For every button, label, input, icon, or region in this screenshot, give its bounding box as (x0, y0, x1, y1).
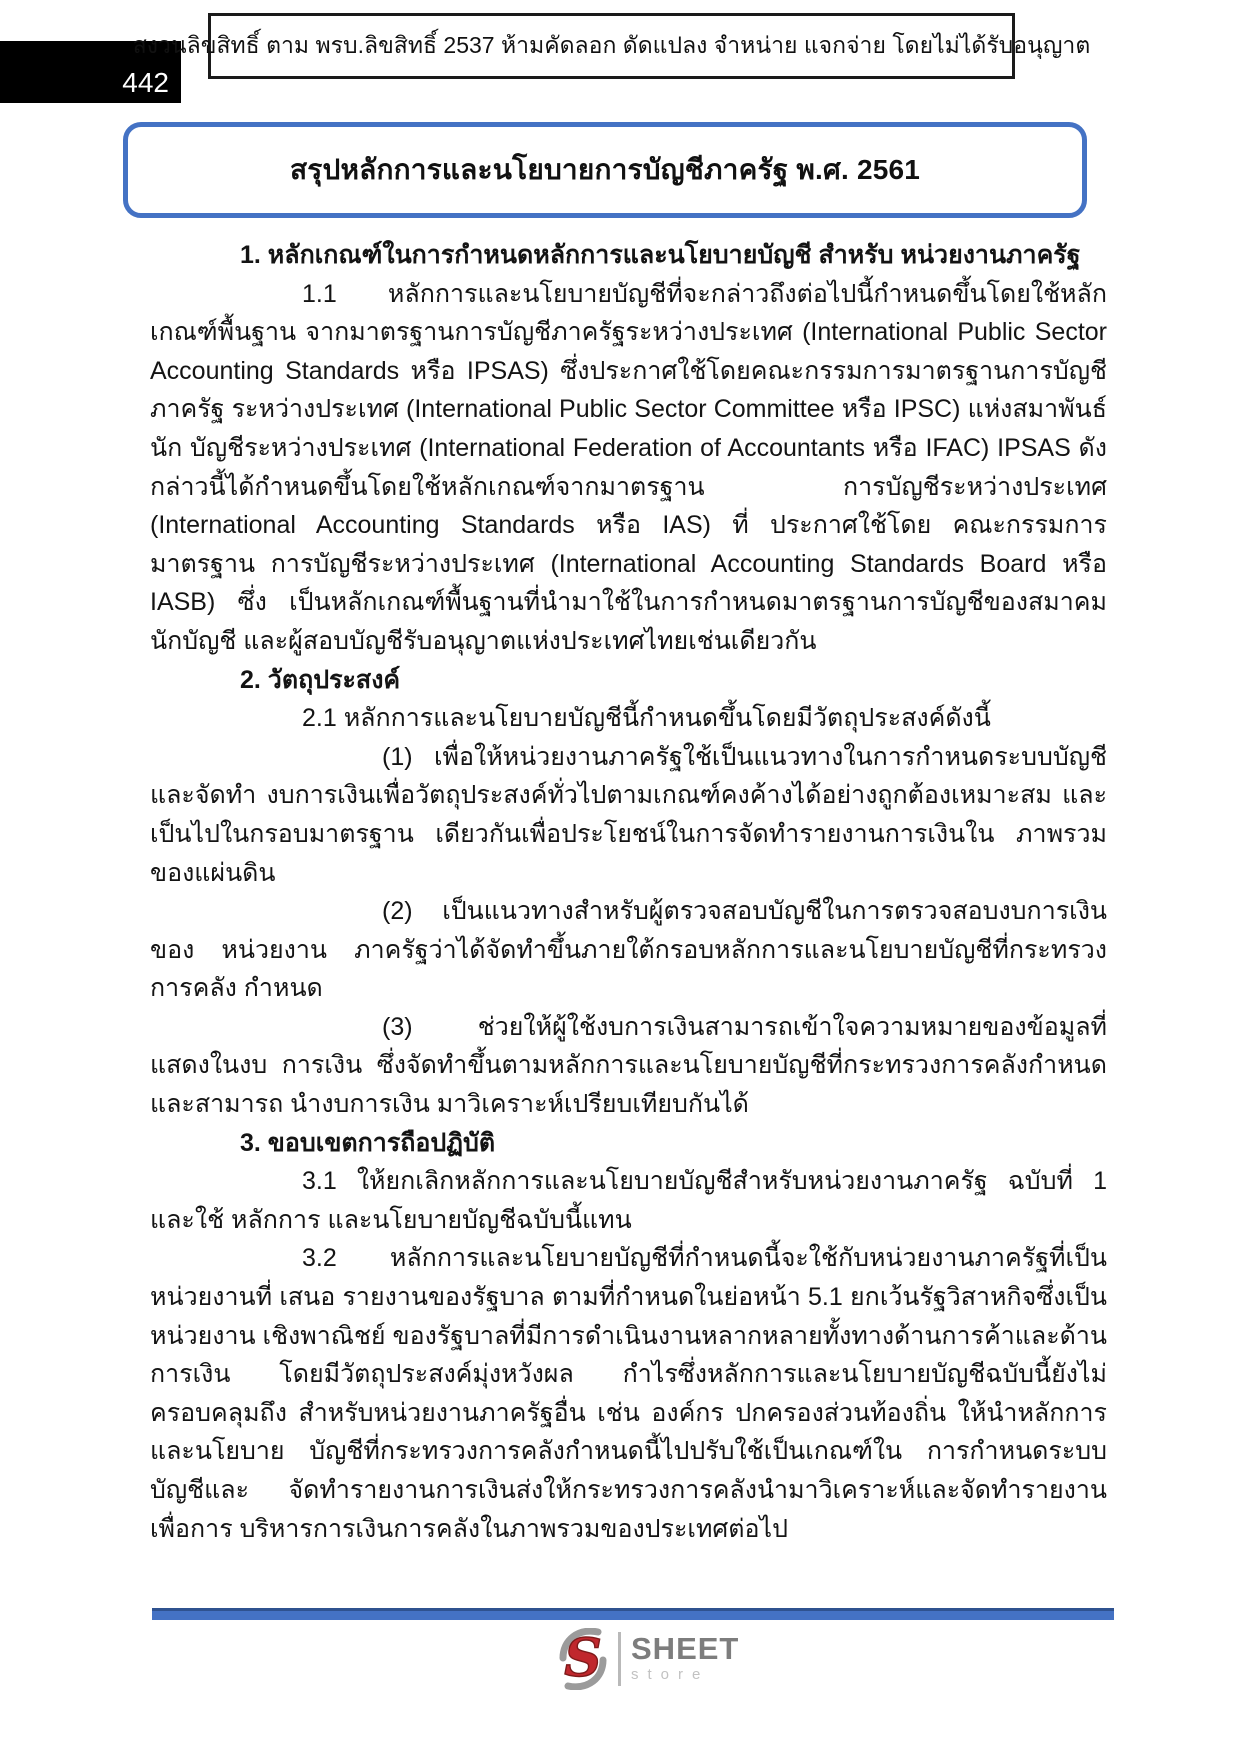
copyright-text: สงวนลิขสิทธิ์ ตาม พรบ.ลิขสิทธิ์ 2537 ห้ามคัดลอก ดัดแปลง จำหน่าย แจกจ่าย โดยไม่ได้รับอนุญาต (132, 32, 1091, 58)
paragraph-1-1: 1.1 หลักการและนโยบายบัญชีที่จะกล่าวถึงต่อไปนี้กำหนดขึ้นโดยใช้หลักเกณฑ์พื้นฐาน จากมาตรฐานการบัญชีภาครัฐระหว่างประเทศ (International Public Sector Accounting Standards หรือ IPSAS) ซึ่งประกาศใช้โดยคณะกรรมการมาตรฐานการบัญชีภาครัฐ ระหว่างประเทศ (International Public Sector Committee หรือ IPSC) แห่งสมาพันธ์นัก บัญชีระหว่างประเทศ (International Federation of Accountants หรือ IFAC) IPSAS ดังกล่าวนี้ได้กำหนดขึ้นโดยใช้หลักเกณฑ์จากมาตรฐาน การบัญชีระหว่างประเทศ (International Accounting Standards หรือ IAS) ที่ ประกาศใช้โดย คณะกรรมการมาตรฐาน การบัญชีระหว่างประเทศ (International Accounting Standards Board หรือ IASB) ซึ่ง เป็นหลักเกณฑ์พื้นฐานที่นำมาใช้ในการกำหนดมาตรฐานการบัญชีของสมาคมนักบัญชี และผู้สอบบัญชีรับอนุญาตแห่งประเทศไทยเช่นเดียวกัน (150, 279, 1107, 655)
logo-brand-text: SHEET (631, 1631, 740, 1666)
sheet-store-logo (558, 1628, 739, 1690)
paragraph-2-1-item-2: (2) เป็นแนวทางสำหรับผู้ตรวจสอบบัญชีในการตรวจสอบงบการเงินของ หน่วยงาน ภาครัฐว่าได้จัดทำขึ้นภายใต้กรอบหลักการและนโยบายบัญชีที่กระทรวงการคลัง กำหนด (150, 897, 1107, 1003)
title-box (123, 122, 1087, 218)
paragraph-3-2: 3.2 หลักการและนโยบายบัญชีที่กำหนดนี้จะใช้กับหน่วยงานภาครัฐที่เป็นหน่วยงานที่ เสนอ รายงานของรัฐบาล ตามที่กำหนดในย่อหน้า 5.1 ยกเว้นรัฐวิสาหกิจซึ่งเป็นหน่วยงาน เชิงพาณิชย์ ของรัฐบาลที่มีการดำเนินงานหลากหลายทั้งทางด้านการค้าและด้านการเงิน โดยมีวัตถุประสงค์มุ่งหวังผล กำไรซึ่งหลักการและนโยบายบัญชีฉบับนี้ยังไม่ครอบคลุมถึง สำหรับหน่วยงานภาครัฐอื่น เช่น องค์กร ปกครองส่วนท้องถิ่น ให้นำหลักการและนโยบาย บัญชีที่กระทรวงการคลังกำหนดนี้ไปปรับใช้เป็นเกณฑ์ใน การกำหนดระบบบัญชีและ จัดทำรายงานการเงินส่งให้กระทรวงการคลังนำมาวิเคราะห์และจัดทำรายงาน เพื่อการ บริหารการเงินการคลังในภาพรวมของประเทศต่อไป (150, 1244, 1108, 1543)
paragraph-2-1-item-1: (1) เพื่อให้หน่วยงานภาครัฐใช้เป็นแนวทางในการกำหนดระบบบัญชี และจัดทำ งบการเงินเพื่อวัตถุประสงค์ทั่วไปตามเกณฑ์คงค้างได้อย่างถูกต้องเหมาะสม และเป็นไปในกรอบมาตรฐาน เดียวกันเพื่อประโยชน์ในการจัดทำรายงานการเงินใน ภาพรวมของแผ่นดิน (150, 742, 1107, 887)
document-body (150, 236, 1107, 1548)
section-3-heading: 3. ขอบเขตการถือปฏิบัติ (240, 1128, 496, 1157)
paragraph-2-1: 2.1 หลักการและนโยบายบัญชีนี้กำหนดขึ้นโดยมีวัตถุประสงค์ดังนี้ (302, 704, 991, 733)
paragraph-2-1-item-3: (3) ช่วยให้ผู้ใช้งบการเงินสามารถเข้าใจความหมายของข้อมูลที่แสดงในงบ การเงิน ซึ่งจัดทำขึ้นตามหลักการและนโยบายบัญชีที่กระทรวงการคลังกำหนด และสามารถ นำงบการเงิน มาวิเคราะห์เปรียบเทียบกันได้ (150, 1012, 1107, 1119)
sheet-store-logo-icon (558, 1628, 608, 1690)
logo-letter: S (564, 1628, 602, 1689)
paragraph-3-1: 3.1 ให้ยกเลิกหลักการและนโยบายบัญชีสำหรับหน่วยงานภาครัฐ ฉบับที่ 1 และใช้ หลักการ และนโยบายบัญชีฉบับนี้แทน (150, 1167, 1107, 1234)
logo-sub-text: store (631, 1666, 710, 1683)
footer-divider-bar (152, 1608, 1114, 1620)
page-number: 442 (122, 67, 169, 98)
section-2-heading: 2. วัตถุประสงค์ (240, 665, 401, 694)
page-title: สรุปหลักการและนโยบายการบัญชีภาครัฐ พ.ศ. 2561 (289, 154, 921, 185)
copyright-notice-box (132, 13, 1091, 79)
logo-divider (618, 1632, 621, 1686)
logo-wordmark (631, 1631, 740, 1684)
section-1-heading: 1. หลักเกณฑ์ในการกำหนดหลักการและนโยบายบัญชี สำหรับ หน่วยงานภาครัฐ (240, 241, 1081, 269)
